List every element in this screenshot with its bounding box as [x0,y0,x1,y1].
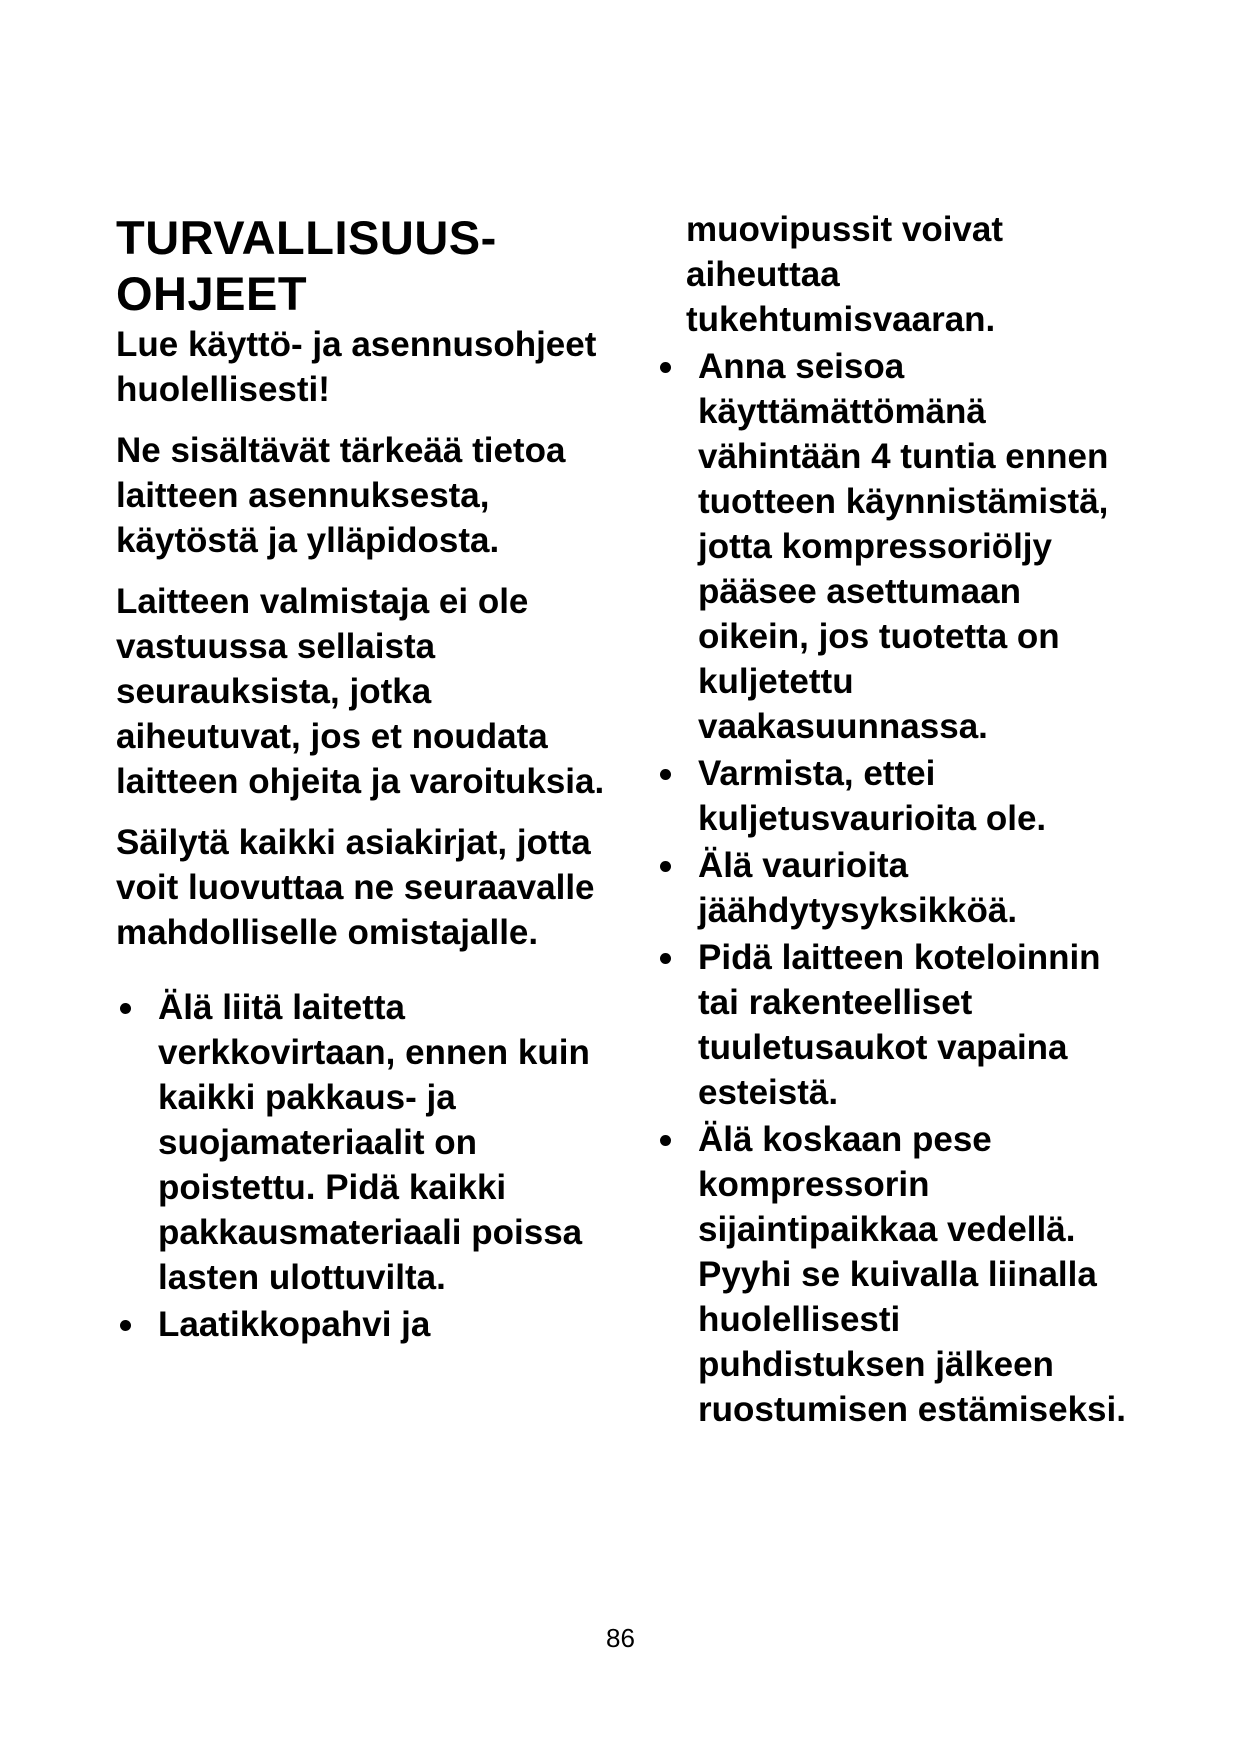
bullet-icon [120,1320,131,1331]
list-item-text: Älä vaurioita jäähdytysyksikköä. [698,846,1018,930]
page-title [116,210,616,322]
continued-bullet-text: muovipussit voivat aiheuttaa tukehtumisvaaran. [686,210,1004,339]
list-item [656,843,1126,933]
page-number: 86 [606,1623,635,1653]
list-item-text: Varmista, ettei kuljetusvaurioita ole. [698,754,1047,838]
list-item [116,1302,616,1347]
right-column [656,207,1126,1434]
list-item [656,935,1126,1115]
title-line-1: TURVALLISUUS- [116,211,497,264]
list-item-text: Pidä laitteen koteloinnin tai rakenteelliset tuuletusaukot vapaina esteistä. [698,938,1101,1112]
bullet-icon [660,362,671,373]
list-item-text: Älä koskaan pese kompressorin sijaintipaikkaa vedellä. Pyyhi se kuivalla liinalla huolellisesti puhdistuksen jälkeen ruostumisen estämiseksi. [698,1120,1126,1429]
intro-paragraph-3: Laitteen valmistaja ei ole vastuussa sellaista seurauksista, jotka aiheutuvat, jos et noudata laitteen ohjeita ja varoituksia. [116,582,605,801]
intro-paragraph-2: Ne sisältävät tärkeää tietoa laitteen asennuksesta, käytöstä ja ylläpidosta. [116,431,566,560]
list-item [116,985,616,1300]
title-line-2: OHJEET [116,267,308,320]
list-item [656,1117,1126,1432]
list-item-text: Laatikkopahvi ja [158,1305,431,1344]
intro-paragraph-4: Säilytä kaikki asiakirjat, jotta voit luovuttaa ne seuraavalle mahdolliselle omistajalle. [116,823,595,952]
intro-paragraph-1: Lue käyttö- ja asennusohjeet huolellisesti! [116,325,597,409]
list-item-text: Älä liitä laitetta verkkovirtaan, ennen kuin kaikki pakkaus- ja suojamateriaalit on poistettu. Pidä kaikki pakkausmateriaali poissa lasten ulottuvilta. [158,988,590,1297]
safety-list-right [656,344,1126,1432]
bullet-icon [120,1003,131,1014]
bullet-icon [660,1135,671,1146]
bullet-icon [660,769,671,780]
list-item [656,751,1126,841]
bullet-icon [660,953,671,964]
list-item [656,344,1126,749]
left-column [116,210,616,1349]
safety-list-left [116,985,616,1347]
bullet-icon [660,861,671,872]
list-item-text: Anna seisoa käyttämättömänä vähintään 4 tuntia ennen tuotteen käynnistämistä, jotta kompressoriöljy pääsee asettumaan oikein, jos tuotetta on kuljetettu vaakasuunnassa. [698,347,1109,746]
